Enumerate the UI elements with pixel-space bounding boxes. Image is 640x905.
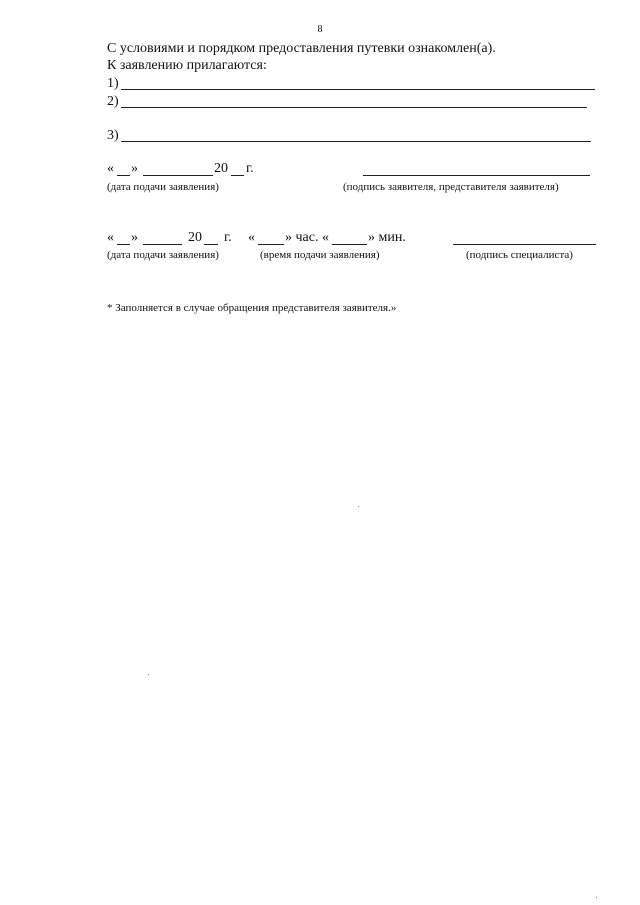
hour-close-label: » час. (285, 230, 319, 245)
month-blank (143, 175, 213, 176)
date-open-quote: « (107, 230, 114, 245)
year-blank (204, 244, 218, 245)
attachment-number: 2) (107, 94, 119, 109)
minute-blank (332, 244, 367, 245)
month-blank (143, 244, 182, 245)
year-blank (231, 175, 244, 176)
day-blank (117, 175, 130, 176)
applicant-signature-line (363, 175, 590, 176)
minute-open-quote: « (322, 230, 329, 245)
page-number: 8 (317, 24, 323, 35)
consent-line: С условиями и порядком предоставления путевки ознакомлен(а). (107, 41, 496, 56)
hour-blank (258, 244, 284, 245)
day-blank (117, 244, 130, 245)
date-open-quote: « (107, 161, 114, 176)
applicant-signature-caption: (подпись заявителя, представителя заявителя) (343, 181, 559, 193)
specialist-signature-caption: (подпись специалиста) (466, 249, 573, 261)
specialist-signature-line (453, 244, 596, 245)
hour-open-quote: « (248, 230, 255, 245)
attachment-blank-line (121, 141, 591, 142)
scan-speck (596, 897, 597, 898)
year-suffix: г. (224, 230, 232, 245)
attachment-blank-line (121, 107, 587, 108)
attachment-blank-line (121, 89, 595, 90)
date-close-quote: » (131, 161, 138, 176)
specialist-date-caption: (дата подачи заявления) (107, 249, 219, 261)
attachment-number: 3) (107, 128, 119, 143)
attachments-heading: К заявлению прилагаются: (107, 58, 267, 73)
scan-speck (148, 674, 149, 675)
date-close-quote: » (131, 230, 138, 245)
year-suffix: г. (246, 161, 254, 176)
applicant-date-caption: (дата подачи заявления) (107, 181, 219, 193)
year-prefix: 20 (214, 161, 228, 176)
attachment-number: 1) (107, 76, 119, 91)
scan-speck (358, 506, 359, 507)
specialist-time-caption: (время подачи заявления) (260, 249, 380, 261)
footnote: * Заполняется в случае обращения представителя заявителя.» (107, 302, 397, 314)
year-prefix: 20 (188, 230, 202, 245)
minute-close-label: » мин. (368, 230, 406, 245)
